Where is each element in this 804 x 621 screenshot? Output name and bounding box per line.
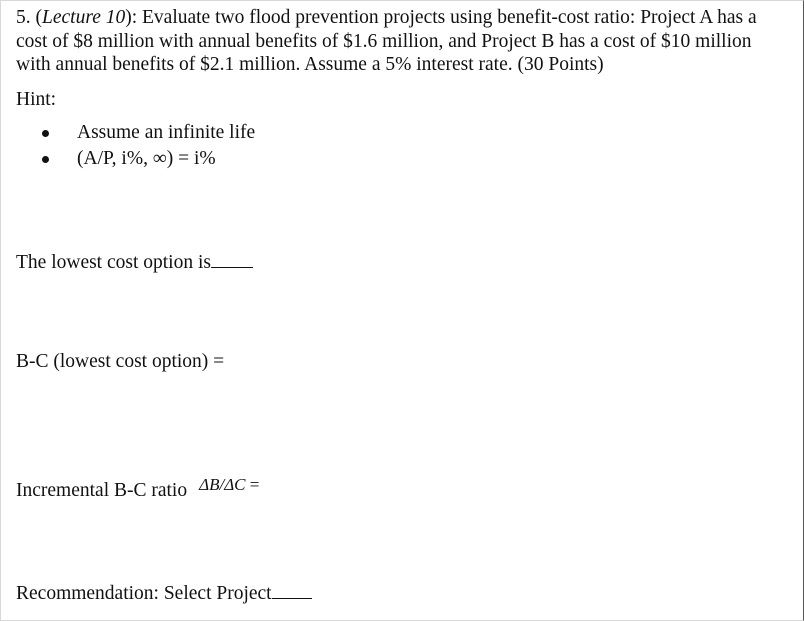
question-intro: ): Evaluate two flood prevention projects using benefit-cost ratio: Project A has a (125, 7, 757, 28)
equals-sign: = (249, 475, 260, 494)
bullet-icon (42, 156, 49, 163)
lowest-cost-label: The lowest cost option is (16, 252, 211, 273)
question-text (16, 6, 800, 77)
hint-item (42, 120, 255, 146)
question-line-3: with annual benefits of $2.1 million. Assume a 5% interest rate. (30 Points) (16, 54, 604, 75)
question-line-2: cost of $8 million with annual benefits of $1.6 million, and Project B has a cost of $10 million (16, 30, 752, 52)
bc-lowest-label: B-C (lowest cost option) = (16, 351, 225, 372)
question-number: 5. ( (16, 7, 42, 28)
incremental-prompt (16, 475, 260, 503)
lecture-reference: Lecture 10 (42, 7, 126, 28)
question-line-1 (16, 6, 800, 30)
delta-ratio: ΔB/ΔC (199, 475, 246, 494)
recommendation-prompt (16, 580, 312, 606)
recommendation-label: Recommendation: Select Project (16, 583, 272, 604)
recommendation-blank[interactable] (272, 580, 312, 599)
incremental-label: Incremental B-C ratio (16, 480, 188, 501)
hint-list (42, 120, 255, 172)
hint-item (42, 146, 255, 172)
incremental-formula (199, 475, 259, 494)
hint-item-text: (A/P, i%, ∞) = i% (77, 148, 216, 169)
hint-label: Hint: (16, 89, 57, 110)
bc-lowest-prompt (16, 350, 224, 374)
bullet-icon (42, 130, 49, 137)
hint-item-text: Assume an infinite life (77, 122, 256, 143)
lowest-cost-prompt (16, 249, 253, 275)
lowest-cost-blank[interactable] (211, 249, 253, 268)
